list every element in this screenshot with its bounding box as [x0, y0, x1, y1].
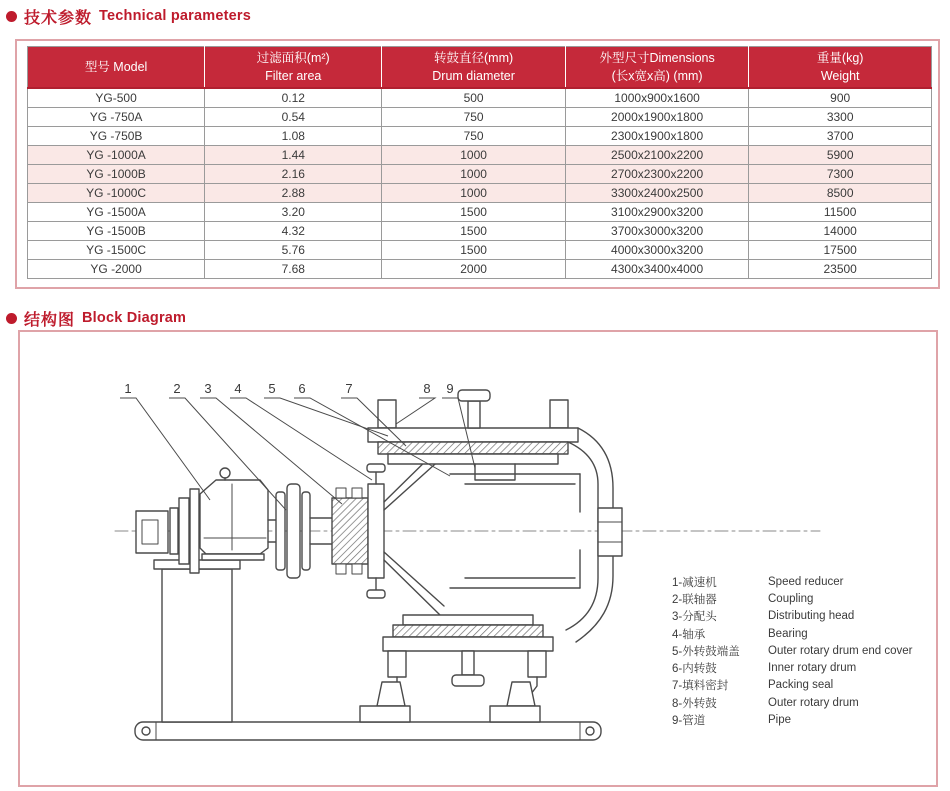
callout-5: 5: [268, 381, 276, 396]
callout-3: 3: [204, 381, 212, 396]
legend-zh: 5-外转鼓端盖: [672, 645, 740, 658]
outer-drum-bottom-cover: [383, 615, 553, 686]
block-diagram-panel: [18, 330, 938, 787]
legend-zh: 9-管道: [672, 715, 706, 728]
header-line: Weight: [820, 69, 860, 84]
header-line: 外型尺寸Dimensions: [599, 51, 715, 65]
diagram-legend: [672, 573, 934, 729]
legend-en: Outer rotary drum: [768, 696, 859, 709]
header-line: 型号 Model: [84, 60, 148, 75]
table-row: [28, 164, 932, 183]
cell-filter-area: 1.08: [205, 126, 382, 145]
callout-8: 8: [423, 381, 431, 396]
legend-en: Pipe: [768, 714, 792, 727]
legend-en: Packing seal: [768, 679, 834, 692]
table-header-row: [28, 47, 932, 89]
callout-2: 2: [173, 381, 181, 396]
cell-filter-area: 1.44: [205, 145, 382, 164]
bearing: [367, 464, 385, 598]
legend-en: Speed reducer: [768, 575, 844, 588]
cell-dimensions: 2500x2100x2200: [565, 145, 749, 164]
cell-drum-diameter: 1500: [382, 240, 566, 259]
cell-dimensions: 3700x3000x3200: [565, 221, 749, 240]
cell-model: YG -1500B: [28, 221, 205, 240]
legend-item: [672, 711, 934, 728]
heading-zh: 结构图: [24, 311, 76, 329]
block-diagram-heading: [6, 307, 186, 329]
cell-dimensions: 2000x1900x1800: [565, 107, 749, 126]
technical-parameters-table-container: [15, 39, 940, 289]
cell-model: YG -1500A: [28, 202, 205, 221]
cell-dimensions: 2300x1900x1800: [565, 126, 749, 145]
cell-model: YG -1500C: [28, 240, 205, 259]
legend-en: Outer rotary drum end cover: [768, 644, 913, 657]
cell-filter-area: 3.20: [205, 202, 382, 221]
callout-1: 1: [124, 381, 132, 396]
cell-filter-area: 2.16: [205, 164, 382, 183]
legend-item: [672, 608, 934, 625]
cell-weight: 8500: [749, 183, 932, 202]
cell-weight: 23500: [749, 259, 932, 278]
table-row: [28, 240, 932, 259]
cell-drum-diameter: 1500: [382, 221, 566, 240]
cell-weight: 7300: [749, 164, 932, 183]
cell-drum-diameter: 750: [382, 126, 566, 145]
legend-en: Inner rotary drum: [768, 662, 857, 675]
cell-weight: 900: [749, 88, 932, 107]
cell-weight: 11500: [749, 202, 932, 221]
legend-item: [672, 642, 934, 659]
cell-filter-area: 4.32: [205, 221, 382, 240]
cell-weight: 5900: [749, 145, 932, 164]
legend-zh: 3-分配头: [672, 611, 717, 624]
column-header-drum-diameter: [382, 47, 566, 89]
legend-zh: 8-外转鼓: [672, 697, 717, 710]
cell-model: YG -750B: [28, 126, 205, 145]
speed-reducer: [136, 468, 268, 573]
cell-drum-diameter: 750: [382, 107, 566, 126]
bullet-icon: [6, 313, 17, 324]
coupling: [268, 484, 310, 578]
cell-weight: 17500: [749, 240, 932, 259]
outer-drum-top-cover: [368, 390, 578, 464]
header-line: (长x宽x高) (mm): [611, 69, 703, 84]
cell-dimensions: 1000x900x1600: [565, 88, 749, 107]
table-row: [28, 88, 932, 107]
bullet-icon: [6, 11, 17, 22]
legend-zh: 4-轴承: [672, 628, 706, 641]
table-row: [28, 202, 932, 221]
header-line: 过滤面积(m²): [256, 51, 330, 65]
technical-parameters-table: [27, 46, 932, 279]
cell-model: YG-500: [28, 88, 205, 107]
legend-en: Distributing head: [768, 610, 855, 623]
cell-drum-diameter: 1500: [382, 202, 566, 221]
cell-drum-diameter: 500: [382, 88, 566, 107]
table-row: [28, 221, 932, 240]
column-header-dimensions: [565, 47, 749, 89]
cell-model: YG -1000C: [28, 183, 205, 202]
cell-filter-area: 2.88: [205, 183, 382, 202]
legend-zh: 7-填料密封: [672, 680, 729, 693]
legend-item: [672, 659, 934, 676]
legend-en: Bearing: [768, 627, 808, 640]
legend-item: [672, 677, 934, 694]
legend-item: [672, 694, 934, 711]
column-header-weight: [749, 47, 932, 89]
cell-model: YG -1000A: [28, 145, 205, 164]
cell-model: YG -2000: [28, 259, 205, 278]
heading-en: Block Diagram: [82, 310, 187, 326]
table-row: [28, 183, 932, 202]
callout-6: 6: [298, 381, 306, 396]
header-line: 转鼓直径(mm): [434, 51, 514, 65]
legend-item: [672, 573, 934, 590]
cell-model: YG -750A: [28, 107, 205, 126]
distributing-head: [332, 488, 368, 574]
legend-en: Coupling: [768, 592, 814, 605]
legend-zh: 6-内转鼓: [672, 663, 717, 676]
cell-model: YG -1000B: [28, 164, 205, 183]
cell-dimensions: 4000x3000x3200: [565, 240, 749, 259]
cell-filter-area: 7.68: [205, 259, 382, 278]
legend-item: [672, 590, 934, 607]
cell-filter-area: 5.76: [205, 240, 382, 259]
table-row: [28, 259, 932, 278]
cell-filter-area: 0.54: [205, 107, 382, 126]
pipe: [475, 464, 515, 480]
column-header-model: [28, 47, 205, 89]
cell-drum-diameter: 1000: [382, 145, 566, 164]
legend-zh: 1-减速机: [672, 576, 717, 589]
heading-zh: 技术参数: [24, 9, 93, 27]
cell-filter-area: 0.12: [205, 88, 382, 107]
table-row: [28, 107, 932, 126]
cell-drum-diameter: 1000: [382, 183, 566, 202]
table-row: [28, 126, 932, 145]
cell-drum-diameter: 1000: [382, 164, 566, 183]
technical-parameters-heading: [6, 5, 950, 27]
header-line: 重量(kg): [816, 51, 864, 65]
drum-support-feet: [360, 677, 540, 722]
header-line: Drum diameter: [432, 69, 515, 84]
cell-dimensions: 3100x2900x3200: [565, 202, 749, 221]
callout-7: 7: [345, 381, 353, 396]
table-row: [28, 145, 932, 164]
header-line: Filter area: [265, 69, 322, 84]
cell-drum-diameter: 2000: [382, 259, 566, 278]
callout-4: 4: [234, 381, 242, 396]
heading-en: Technical parameters: [99, 8, 252, 24]
cell-dimensions: 2700x2300x2200: [565, 164, 749, 183]
reducer-pedestal: [154, 560, 240, 722]
cell-dimensions: 3300x2400x2500: [565, 183, 749, 202]
column-header-filter-area: [205, 47, 382, 89]
callout-9: 9: [446, 381, 454, 396]
cell-weight: 3300: [749, 107, 932, 126]
cell-weight: 3700: [749, 126, 932, 145]
legend-item: [672, 625, 934, 642]
cell-dimensions: 4300x3400x4000: [565, 259, 749, 278]
outer-drum-right-wall: [566, 428, 622, 642]
legend-zh: 2-联轴器: [672, 593, 717, 606]
cell-weight: 14000: [749, 221, 932, 240]
base-plate: [135, 722, 601, 740]
